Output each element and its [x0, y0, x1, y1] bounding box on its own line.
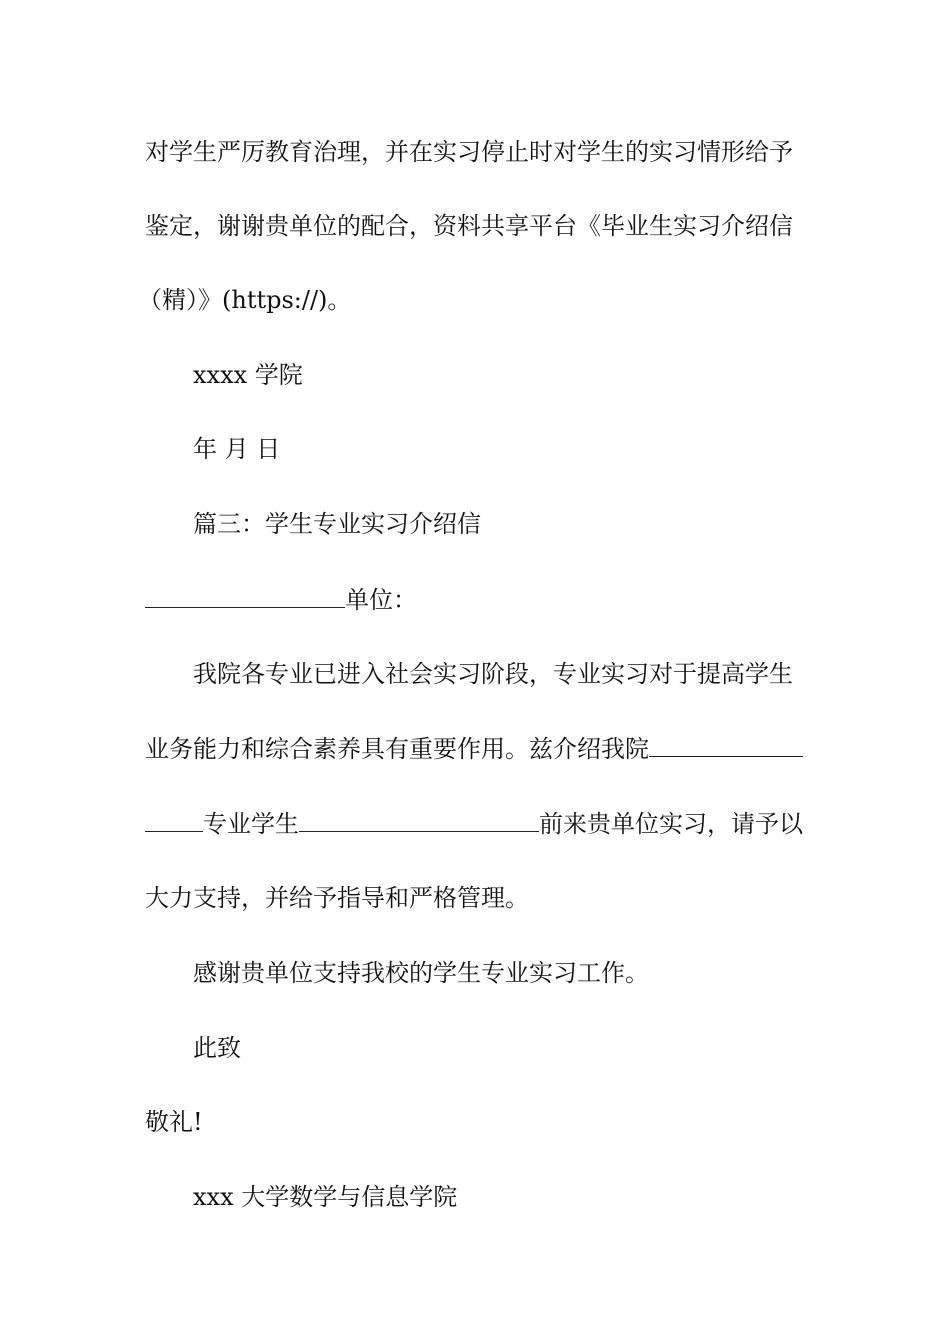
student-name-blank [299, 809, 539, 832]
signature-line: xxx 大学数学与信息学院 [193, 1183, 458, 1211]
body-line-4: 大力支持，并给予指导和严格管理。 [145, 884, 529, 912]
thanks-line: 感谢贵单位支持我校的学生专业实习工作。 [193, 959, 649, 987]
body-line-3 [145, 808, 803, 840]
body-line-2-text: 业务能力和综合素养具有重要作用。兹介绍我院 [145, 735, 649, 763]
closing-line: 此致 [193, 1034, 241, 1062]
paragraph-line: （精）》(https://)。 [138, 286, 352, 314]
unit-name-blank [145, 585, 345, 608]
date-line: 年 月 日 [193, 435, 281, 463]
recipient-line [145, 584, 417, 616]
major-student-label: 专业学生 [203, 810, 299, 838]
paragraph-line: 鉴定，谢谢贵单位的配合，资料共享平台《毕业生实习介绍信 [145, 212, 793, 240]
unit-label: 单位： [345, 586, 417, 614]
college-blank [649, 734, 803, 757]
body-line-1: 我院各专业已进入社会实习阶段，专业实习对于提高学生 [193, 660, 793, 688]
salute-line: 敬礼! [145, 1108, 203, 1136]
body-line-2 [145, 733, 803, 765]
body-line-3-text: 前来贵单位实习，请予以 [539, 810, 803, 838]
paragraph-line: 对学生严厉教育治理，并在实习停止时对学生的实习情形给予 [145, 138, 793, 166]
section-heading: 篇三：学生专业实习介绍信 [193, 510, 481, 538]
school-name: xxxx 学院 [193, 361, 303, 389]
major-blank [145, 809, 203, 832]
